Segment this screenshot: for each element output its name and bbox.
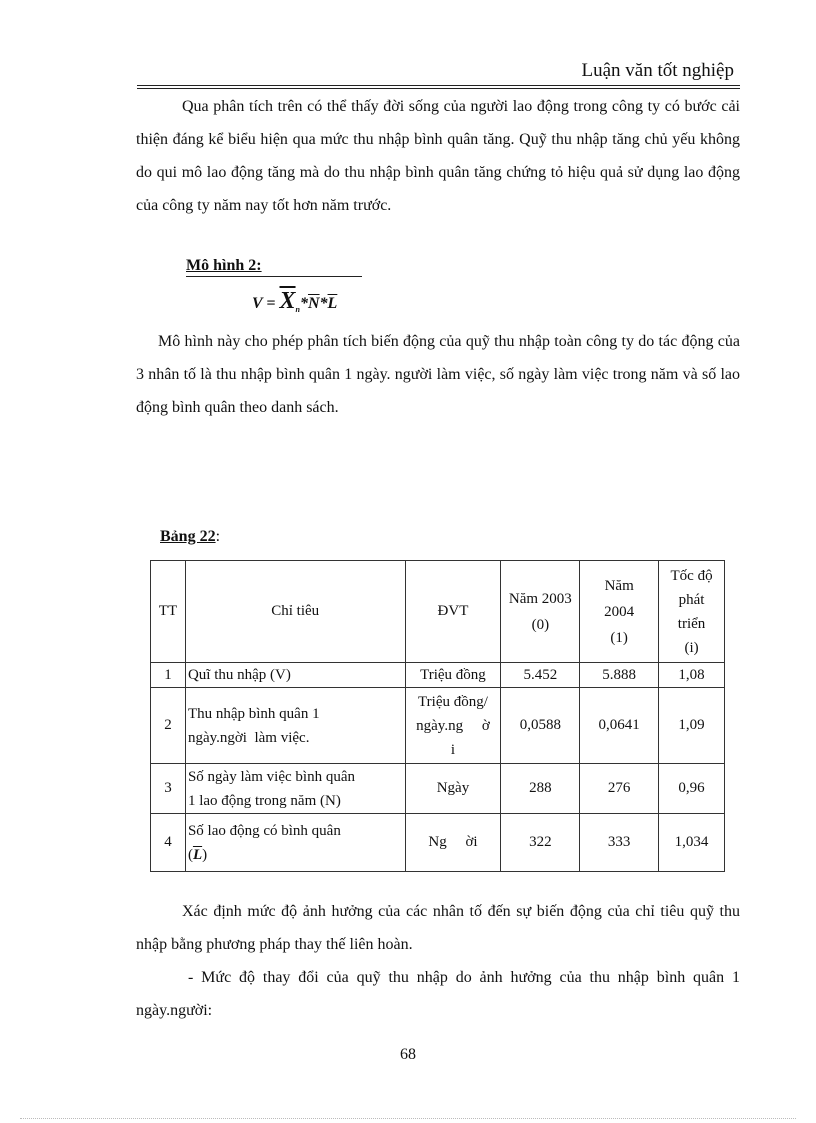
cell-tt: 3: [151, 764, 186, 814]
cell-indicator: [185, 764, 405, 814]
formula-x: $\overline{X}$: [279, 288, 296, 314]
cell-unit: Ng ời: [405, 814, 501, 872]
formula-lhs: V: [252, 295, 263, 312]
cell-indicator-paren-open: (: [187, 846, 193, 863]
header-indicator: Chỉ tiêu: [185, 561, 405, 663]
footer-dotted-line: [20, 1118, 796, 1119]
cell-year-2004: 0,0641: [580, 688, 659, 764]
header-year-2004-line3: (1): [610, 629, 628, 646]
header-tt: TT: [151, 561, 186, 663]
cell-year-2004: 5.888: [580, 663, 659, 688]
cell-growth: 1,08: [659, 663, 725, 688]
cell-indicator-symbol: $\overline{L}$: [192, 846, 203, 863]
header-rule-bottom: [137, 88, 740, 89]
paragraph-intro: Qua phân tích trên có thể thấy đời sống của người lao động trong công ty có bước cải thiện đáng kể biểu hiện qua mức thu nhập bình quân tăng. Quỹ thu nhập tăng chủ yếu không do qui mô lao động tăng mà do thu nhập bình quân tăng chứng tỏ hiệu quả sử dụng lao động của công ty năm nay tốt hơn năm trước.: [136, 98, 740, 214]
cell-indicator-line2: [188, 843, 403, 867]
formula-op1: *: [299, 295, 308, 312]
cell-unit-line3: i: [450, 741, 456, 758]
data-table: [150, 560, 725, 872]
cell-unit: [405, 688, 501, 764]
cell-indicator-paren-close: ): [202, 846, 208, 863]
header-year-2003-line1: Năm 2003: [508, 590, 572, 607]
cell-indicator-line1: Thu nhập bình quân 1: [187, 705, 320, 722]
cell-indicator-line2: 1 lao động trong năm (N): [187, 792, 341, 809]
cell-unit: Triệu đồng: [405, 663, 501, 688]
running-header-title: Luận văn tốt nghiệp: [581, 60, 734, 81]
table-row: [151, 663, 725, 688]
header-growth: [659, 561, 725, 663]
cell-year-2003: 322: [501, 814, 580, 872]
header-year-2004-line2: 2004: [604, 603, 635, 620]
table-row: [151, 688, 725, 764]
paragraph-method: Xác định mức độ ảnh hưởng của các nhân tố đến sự biến động của chỉ tiêu quỹ thu nhập bằng phương pháp thay thế liên hoàn.: [136, 903, 740, 953]
table-caption-label: Bảng 22: [160, 528, 216, 545]
cell-indicator: [185, 814, 405, 872]
formula-equals: =: [266, 295, 276, 312]
page-number: 68: [400, 1046, 416, 1063]
header-growth-line1: Tốc độ: [670, 567, 713, 584]
paragraph-effect: - Mức độ thay đổi của quỹ thu nhập do ảnh hưởng của thu nhập bình quân 1 ngày.người:: [136, 969, 740, 1019]
cell-growth: 1,034: [659, 814, 725, 872]
cell-indicator-line1: Số ngày làm việc bình quân: [187, 768, 355, 785]
table-caption: [160, 528, 220, 546]
cell-unit: Ngày: [405, 764, 501, 814]
header-year-2003: [501, 561, 580, 663]
cell-year-2004: 276: [580, 764, 659, 814]
cell-tt: 4: [151, 814, 186, 872]
header-year-2003-line2: (0): [531, 616, 550, 633]
cell-indicator-line2: ngày.ngời làm việc.: [187, 729, 310, 746]
cell-growth: 0,96: [659, 764, 725, 814]
cell-tt: 2: [151, 688, 186, 764]
formula-sub: n: [295, 305, 300, 315]
cell-indicator: Quĩ thu nhập (V): [185, 663, 405, 688]
model-formula: [252, 288, 337, 315]
cell-growth: 1,09: [659, 688, 725, 764]
header-unit: ĐVT: [405, 561, 501, 663]
paragraph-model-description: Mô hình này cho phép phân tích biến động của quỹ thu nhập toàn công ty do tác động của 3 nhân tố là thu nhập bình quân 1 ngày. người làm việc, số ngày làm việc trong năm và số lao động bình quân theo danh sách.: [136, 333, 740, 416]
table-header-row: [151, 561, 725, 663]
header-growth-line4: (i): [684, 639, 699, 656]
cell-indicator: [185, 688, 405, 764]
model-label: Mô hình 2:: [186, 257, 262, 274]
header-growth-line3: triển: [677, 615, 706, 632]
cell-unit-line2: ngày.ng ờ: [416, 717, 490, 734]
header-year-2004: [580, 561, 659, 663]
header-year-2004-line1: Năm: [604, 577, 634, 594]
header-growth-line2: phát: [678, 591, 705, 608]
formula-n: $\overline{N}$: [307, 295, 320, 312]
header-rule-top: [137, 85, 740, 86]
table-caption-suffix: :: [215, 528, 221, 545]
cell-year-2004: 333: [580, 814, 659, 872]
formula-op2: *: [319, 295, 328, 312]
table-row: [151, 764, 725, 814]
cell-indicator-line1: Số lao động có bình quân: [187, 822, 341, 839]
table-row: [151, 814, 725, 872]
cell-year-2003: 288: [501, 764, 580, 814]
cell-tt: 1: [151, 663, 186, 688]
cell-unit-line1: Triệu đồng/: [418, 693, 488, 710]
cell-year-2003: 5.452: [501, 663, 580, 688]
cell-year-2003: 0,0588: [501, 688, 580, 764]
model-underline: [186, 276, 362, 277]
formula-l: $\overline{L}$: [327, 295, 338, 312]
